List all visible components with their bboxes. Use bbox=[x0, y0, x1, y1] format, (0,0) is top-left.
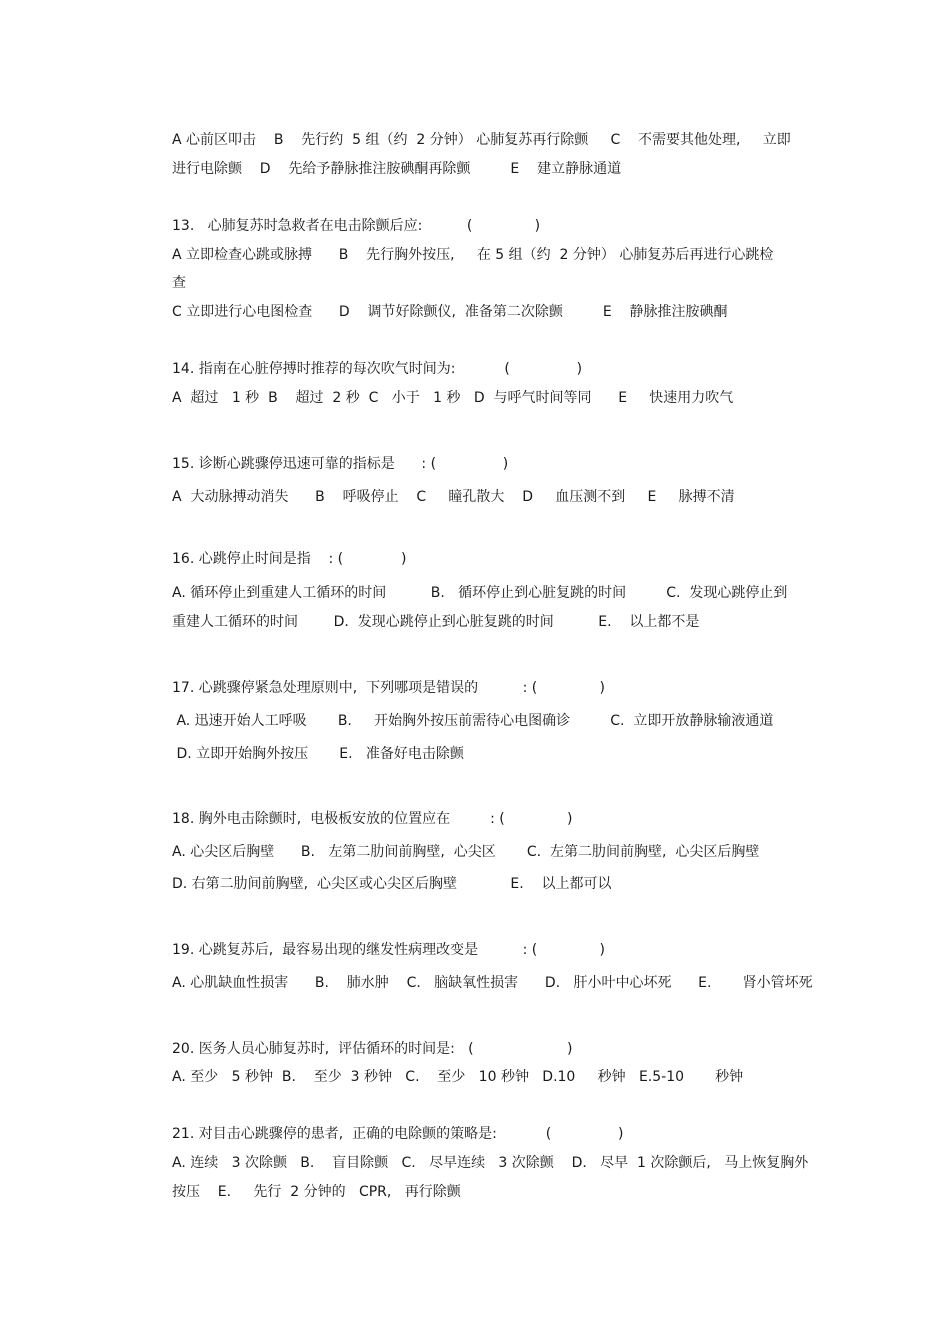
q14-question: 14. 指南在心脏停搏时推荐的每次吹气时间为: ( ) bbox=[172, 361, 583, 377]
q15-question: 15. 诊断心跳骤停迅速可靠的指标是 : ( ) bbox=[172, 456, 509, 472]
q20-options: A. 至少 5 秒钟 B. 至少 3 秒钟 C. 至少 10 秒钟 D.10 秒钟 E.5-10 秒钟 bbox=[172, 1069, 744, 1085]
q20-question: 20. 医务人员心肺复苏时, 评估循环的时间是: ( ) bbox=[172, 1041, 573, 1057]
q13-options-line-3: C 立即进行心电图检查 D 调节好除颤仪, 准备第二次除颤 E 静脉推注胺碘酮 bbox=[172, 304, 728, 320]
q18-options-line-2: D. 右第二肋间前胸壁, 心尖区或心尖区后胸壁 E. 以上都可以 bbox=[172, 876, 612, 892]
q17-options-line-1: A. 迅速开始人工呼吸 B. 开始胸外按压前需待心电图确诊 C. 立即开放静脉输液通道 bbox=[172, 713, 774, 729]
q12-options-line-1: A 心前区叩击 B 先行约 5 组（约 2 分钟） 心肺复苏再行除颤 C 不需要其他处理, 立即 bbox=[172, 132, 791, 148]
q19-options: A. 心肌缺血性损害 B. 肺水肿 C. 脑缺氧性损害 D. 肝小叶中心坏死 E. 肾小管坏死 bbox=[172, 975, 813, 991]
q19-question: 19. 心跳复苏后, 最容易出现的继发性病理改变是 : ( ) bbox=[172, 942, 605, 958]
q16-options-line-1: A. 循环停止到重建人工循环的时间 B. 循环停止到心脏复跳的时间 C. 发现心跳停止到 bbox=[172, 585, 788, 601]
q21-options-line-2: 按压 E. 先行 2 分钟的 CPR, 再行除颤 bbox=[172, 1184, 461, 1200]
q15-options: A 大动脉搏动消失 B 呼吸停止 C 瞳孔散大 D 血压测不到 E 脉搏不清 bbox=[172, 489, 735, 505]
q21-question: 21. 对目击心跳骤停的患者, 正确的电除颤的策略是: ( ) bbox=[172, 1126, 624, 1142]
q13-question: 13. 心肺复苏时急救者在电击除颤后应: ( ) bbox=[172, 218, 541, 234]
q13-options-line-1: A 立即检查心跳或脉搏 B 先行胸外按压, 在 5 组（约 2 分钟） 心肺复苏后再进行心跳检 bbox=[172, 247, 774, 263]
q16-question: 16. 心跳停止时间是指 : ( ) bbox=[172, 551, 407, 567]
q17-options-line-2: D. 立即开始胸外按压 E. 准备好电击除颤 bbox=[172, 746, 464, 762]
q21-options-line-1: A. 连续 3 次除颤 B. 盲目除颤 C. 尽早连续 3 次除颤 D. 尽早 1 次除颤后, 马上恢复胸外 bbox=[172, 1155, 809, 1171]
q18-question: 18. 胸外电击除颤时, 电极板安放的位置应在 : ( ) bbox=[172, 811, 573, 827]
q14-options: A 超过 1 秒 B 超过 2 秒 C 小于 1 秒 D 与呼气时间等同 E 快速用力吹气 bbox=[172, 390, 734, 406]
q13-options-line-2: 查 bbox=[172, 275, 186, 291]
q12-options-line-2: 进行电除颤 D 先给予静脉推注胺碘酮再除颤 E 建立静脉通道 bbox=[172, 161, 622, 177]
q18-options-line-1: A. 心尖区后胸壁 B. 左第二肋间前胸壁, 心尖区 C. 左第二肋间前胸壁, 心尖区后胸壁 bbox=[172, 844, 760, 860]
q17-question: 17. 心跳骤停紧急处理原则中, 下列哪项是错误的 : ( ) bbox=[172, 680, 605, 696]
q16-options-line-2: 重建人工循环的时间 D. 发现心跳停止到心脏复跳的时间 E. 以上都不是 bbox=[172, 614, 700, 630]
